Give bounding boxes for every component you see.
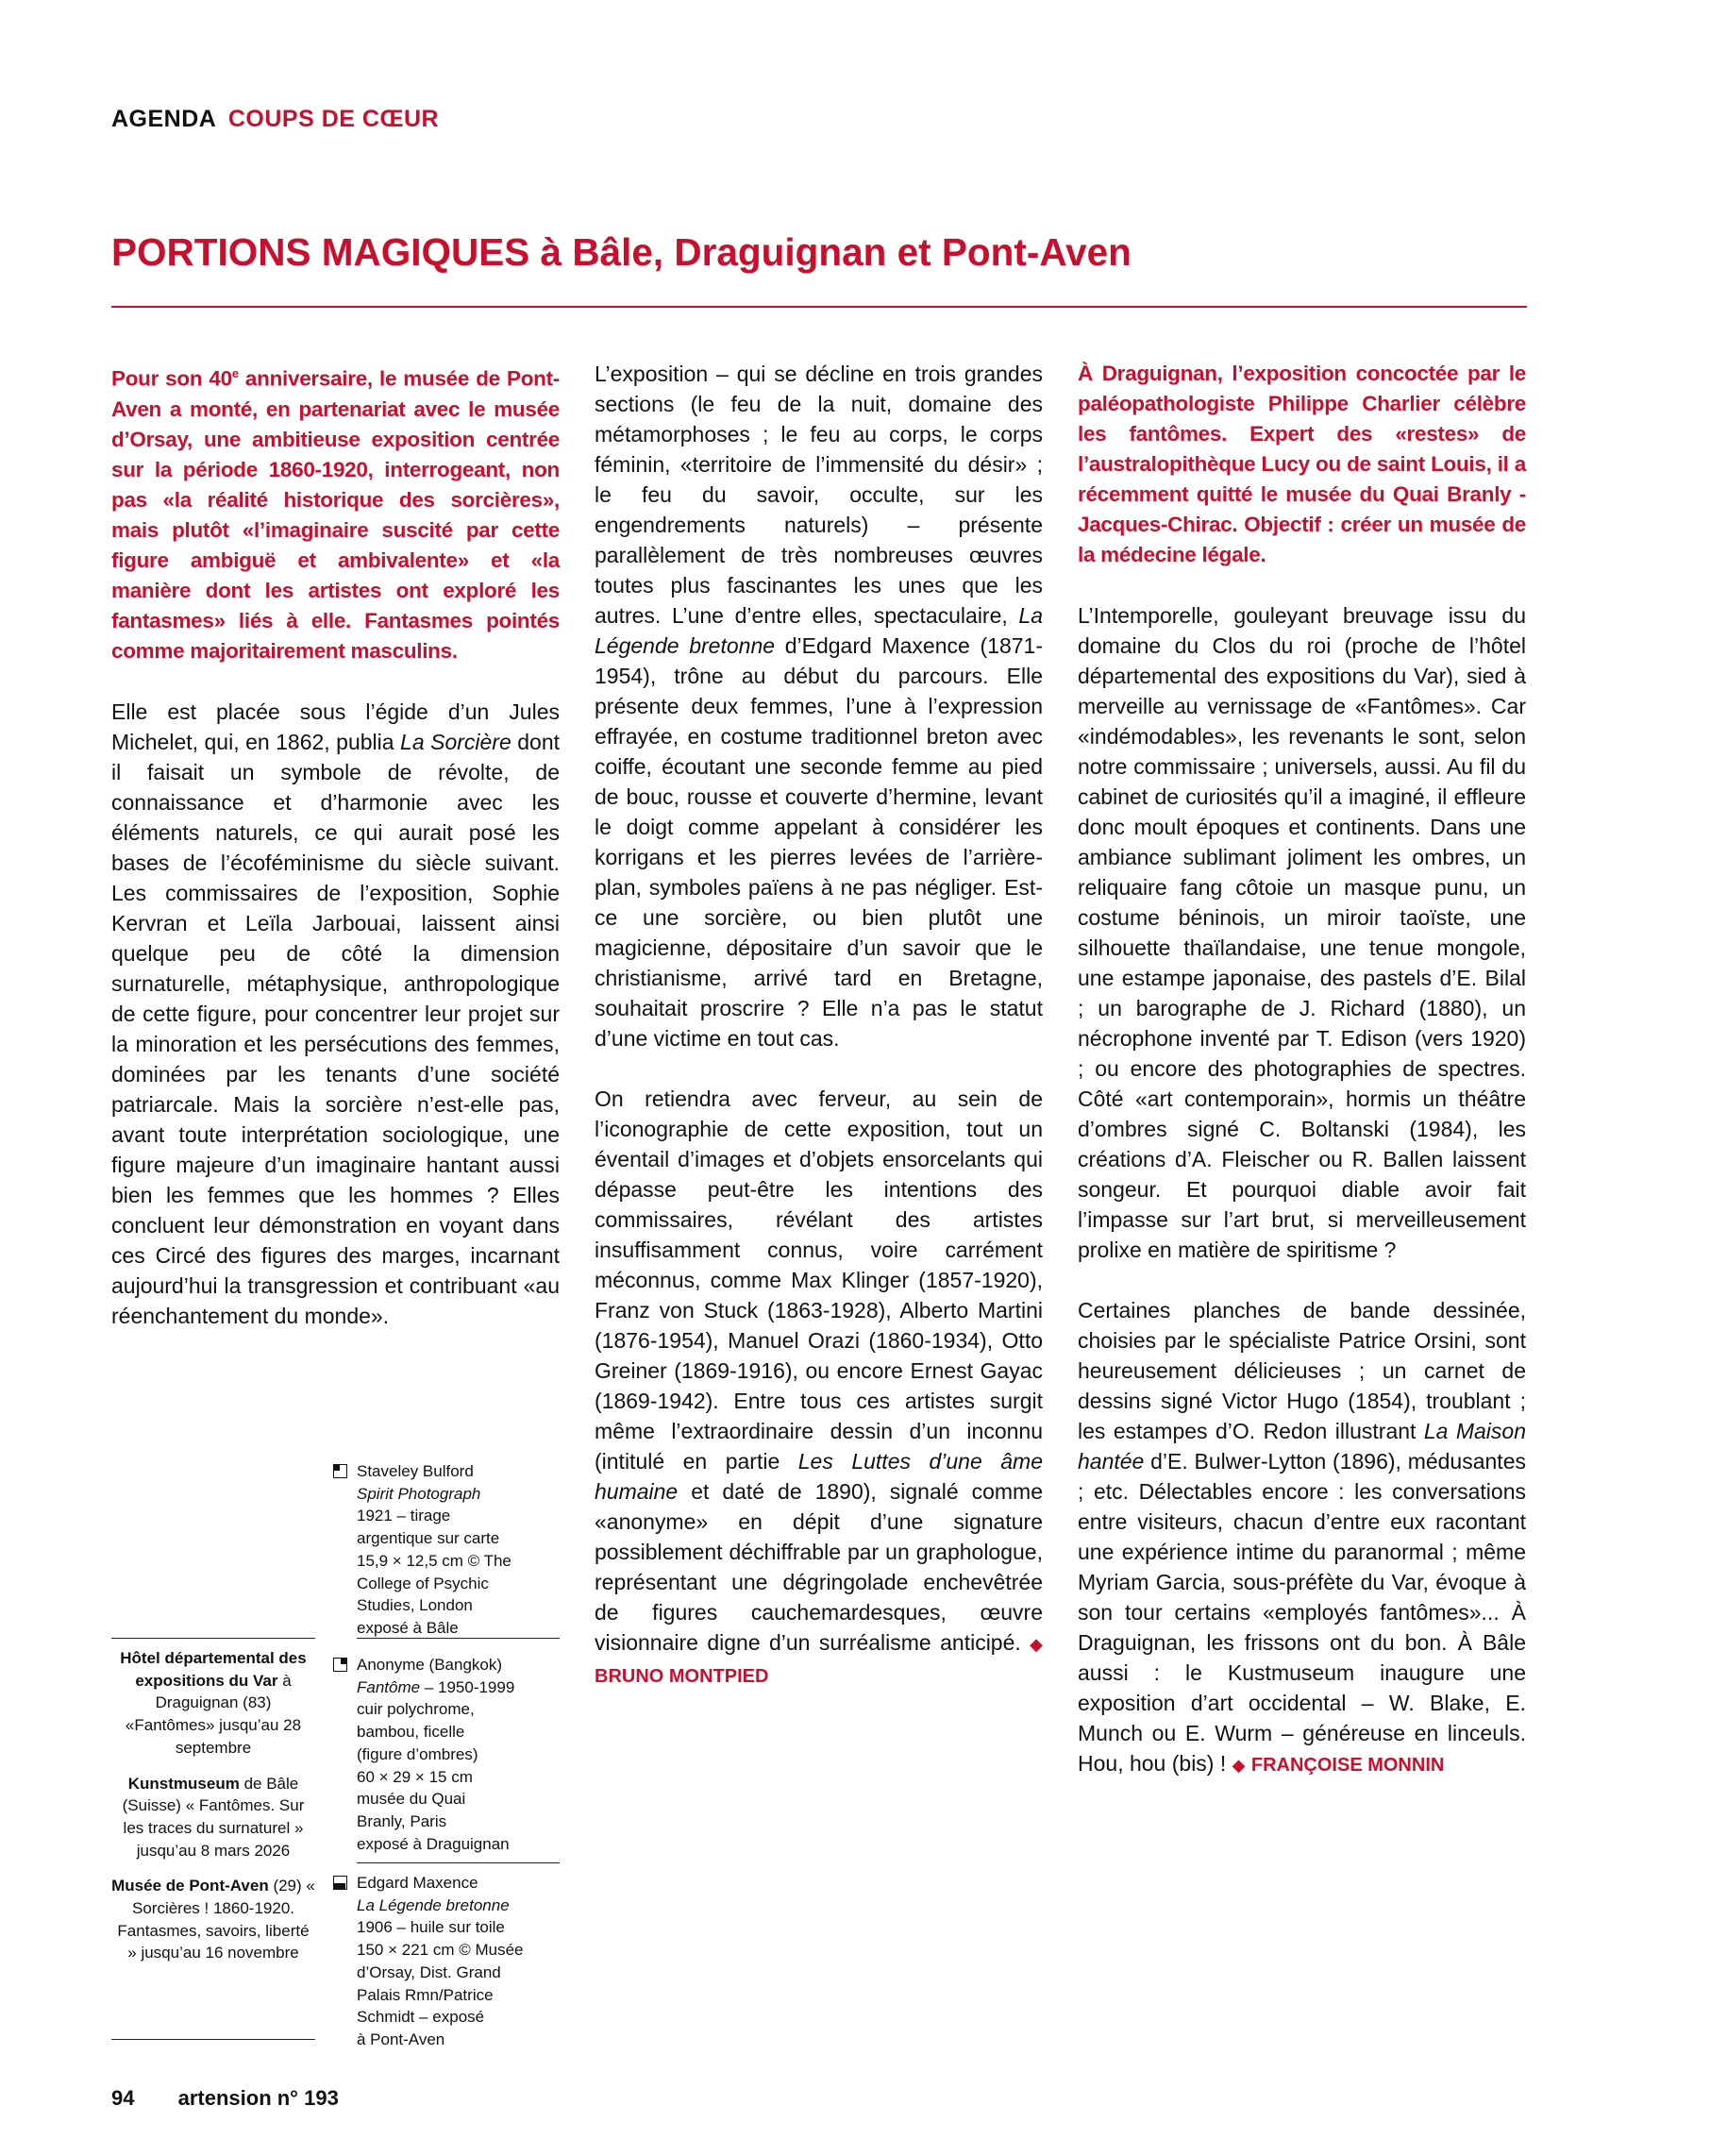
title-divider: [111, 306, 1527, 308]
image-caption: Edgard Maxence La Légende bretonne 1906 – huile sur toile 150 × 221 cm © Musée d’Orsay, Dist. Grand Palais Rmn/Patrice Schmidt – exposé à Pont-Aven: [357, 1872, 560, 2051]
exhibition-info-box: [111, 1647, 315, 1978]
diamond-icon: ◆: [1030, 1635, 1043, 1654]
article-title: PORTIONS MAGIQUES à Bâle, Draguignan et Pont-Aven: [111, 230, 1132, 274]
caption-artist: Anonyme (Bangkok): [357, 1656, 503, 1674]
caption-artist: Staveley Bulford: [357, 1462, 474, 1480]
info-box-bottom-rule: [111, 2039, 315, 2040]
layout-position-icon: [333, 1658, 347, 1672]
page-footer: [111, 2086, 339, 2111]
caption-title: Spirit Photograph: [357, 1484, 481, 1503]
caption-title: La Légende bretonne: [357, 1895, 510, 1914]
author-signature: FRANÇOISE MONNIN: [1250, 1755, 1445, 1776]
italic-title: La Maison hantée: [1078, 1419, 1526, 1474]
layout-position-icon: [333, 1876, 347, 1890]
body-paragraph: Elle est placée sous l’égide d’un Jules Michelet, qui, en 1862, publia La Sorcière dont il faisait un symbole de révolte, de connaissance et d’harmonie avec les éléments naturels, ce qui aurait posé les bases de l’écoféminisme du siècle suivant. Les commissaires de l’exposition, Sophie Kervran et Leïla Jarbouai, laissent ainsi quelque peu de côté la dimension surnaturelle, métaphysique, anthropologique de cette figure, pour concentrer leur projet sur la minoration et les persécutions des femmes, dominées par les tenants d’une société patriarcale. Mais la sorcière n’est-elle pas, avant toute interprétation sociologique, une figure majeure d’un imaginaire hantant aussi bien les femmes que les hommes ? Elles concluent leur démonstration en voyant dans ces Circé des figures des marges, incarnant aujourd’hui la transgression et contribuant «au réenchantement du monde».: [111, 699, 561, 1328]
caption-title: Fantôme: [357, 1677, 421, 1696]
image-caption: Staveley Bulford Spirit Photograph 1921 – tirage argentique sur carte 15,9 × 12,5 cm © The College of Psychic Studies, London exposé à Bâle: [357, 1460, 560, 1640]
caption-divider: [357, 1862, 560, 1863]
venue-name: Hôtel départemental des expositions du Var: [120, 1649, 307, 1690]
page-number: 94: [111, 2086, 135, 2110]
subsection-label: COUPS DE CŒUR: [227, 106, 440, 132]
body-paragraph: L’exposition – qui se décline en trois grandes sections (le feu de la nuit, domaine des métamorphoses ; le feu au corps, le corps féminin, «territoire de l’immensité du désir» ; le feu du savoir, occulte, sur les engendrements naturels) – présente parallèlement de très nombreuses œuvres toutes plus fascinantes les unes que les autres. L’une d’entre elles, spectaculaire, La Légende bretonne d’Edgard Maxence (1871-1954), trône au début du parcours. Elle présente deux femmes, l’une à l’expression effrayée, en costume traditionnel breton avec coiffe, écoutant une seconde femme au pied de bouc, rousse et couverte d’hermine, levant le doigt comme appelant à considérer les korrigans et les pierres levées de l’arrière-plan, symboles païens à ne pas négliger. Est-ce une sorcière, ou bien plutôt une magicienne, dépositaire d’un savoir que le christianisme, arrivé tard en Bretagne, souhaitait proscrire ? Elle n’a pas le statut d’une victime en tout cas.: [595, 362, 1043, 1051]
caption-divider: [357, 1638, 560, 1639]
article-column-3: [1078, 359, 1526, 1811]
lead-paragraph: À Draguignan, l’exposition concoctée par le paléopathologiste Philippe Charlier célèbre les fantômes. Expert des «restes» de l’australopithèque Lucy ou de saint Louis, il a récemment quitté le musée du Quai Branly - Jacques-Chirac. Objectif : créer un musée de la médecine légale.: [1078, 362, 1526, 566]
venue-name: Musée de Pont-Aven: [111, 1877, 269, 1895]
caption-artist: Edgard Maxence: [357, 1874, 478, 1892]
lead-paragraph: Pour son 40e anniversaire, le musée de Pont-Aven a monté, en partenariat avec le musée d’Orsay, une ambitieuse exposition centrée sur la période 1860-1920, interrogeant, non pas «la réalité historique des sorcières», mais plutôt «l’imaginaire suscité par cette figure ambiguë et ambivalente» et «la manière dont les artistes ont exploré les fantasmes» liés à elle. Fantasmes pointés comme majoritairement masculins.: [111, 366, 560, 663]
exhibition-info: Kunstmuseum de Bâle (Suisse) « Fantômes. Sur les traces du surnaturel » jusqu’au 8 mars 2026: [122, 1774, 305, 1860]
magazine-issue: artension n° 193: [177, 2086, 339, 2110]
layout-position-icon: [333, 1464, 347, 1478]
section-kicker: [111, 106, 439, 133]
image-caption: Anonyme (Bangkok) Fantôme – 1950-1999 cuir polychrome, bambou, ficelle (figure d’ombres) 60 × 29 × 15 cm musée du Quai Branly, Paris exposé à Draguignan: [357, 1654, 560, 1855]
body-paragraph: Certaines planches de bande dessinée, choisies par le spécialiste Patrice Orsini, sont heureusement délicieuses ; un carnet de dessins signé Victor Hugo (1854), troublant ; les estampes d’O. Redon illustrant La Maison hantée d’E. Bulwer-Lytton (1896), médusantes ; etc. Délectables encore : les conversations entre visiteurs, chacun d’entre eux racontant une expérience intime du paranormal ; même Myriam Garcia, sous-préfète du Var, évoque à son tour certains «employés fantômes»... À Draguignan, les frissons ont du bon. À Bâle aussi : le Kustmuseum inaugure une exposition d’art occidental – W. Blake, E. Munch ou E. Wurm – généreuse en linceuls. Hou, hou (bis) ! ◆ FRANÇOISE MONNIN: [1078, 1298, 1526, 1776]
article-column-2: [595, 359, 1043, 1722]
italic-title: La Légende bretonne: [595, 603, 1043, 658]
diamond-icon: ◆: [1232, 1756, 1246, 1775]
author-signature: BRUNO MONTPIED: [595, 1666, 769, 1687]
body-paragraph: L’Intemporelle, gouleyant breuvage issu du domaine du Clos du roi (proche de l’hôtel départemental des expositions du Var), sied à merveille au vernissage de «Fantômes». Car «indémodables», les revenants le sont, selon notre commissaire ; universels, aussi. Au fil du cabinet de curiosités qu’il a imaginé, il effleure donc moult époques et continents. Dans une ambiance sublimant joliment les ombres, un reliquaire fang côtoie un masque punu, un costume béninois, un miroir taoïste, une silhouette thaïlandaise, une tenue mongole, une estampe japonaise, des pastels d’E. Bilal ; un barographe de J. Richard (1880), un nécrophone inventé par T. Edison (vers 1920) ; ou encore des photographies de spectres. Côté «art contemporain», hormis un théâtre d’ombres signé C. Boltanski (1984), les créations d’A. Fleischer ou R. Ballen laissent songeur. Et pourquoi diable avoir fait l’impasse sur l’art brut, si merveilleusement prolixe en matière de spiritisme ?: [1078, 603, 1526, 1262]
venue-name: Kunstmuseum: [127, 1774, 240, 1793]
article-column-1: [111, 359, 560, 1361]
body-paragraph: On retiendra avec ferveur, au sein de l’iconographie de cette exposition, tout un éventail d’images et d’objets ensorcelants qui dépasse peut-être les intentions des commissaires, révélant des artistes insuffisamment connus, voire carrément méconnus, comme Max Klinger (1857-1920), Franz von Stuck (1863-1928), Alberto Martini (1876-1954), Manuel Orazi (1860-1934), Otto Greiner (1869-1916), ou encore Ernest Gayac (1869-1942). Entre tous ces artistes surgit même l’extraordinaire dessin d’un inconnu (intitulé en partie Les Luttes d’une âme humaine et daté de 1890), signalé comme «anonyme» en dépit d’une signature possiblement déchiffrable par un graphologue, représentant une dégringolade enchevêtrée de figures cauchemardesques, œuvre visionnaire digne d’un surréalisme anticipé. ◆ BRUNO MONTPIED: [595, 1086, 1043, 1687]
italic-title: Les Luttes d’une âme humaine: [595, 1449, 1043, 1504]
info-box-top-rule: [111, 1638, 315, 1639]
exhibition-info: Hôtel départemental des expositions du Var à Draguignan (83) «Fantômes» jusqu’au 28 septembre: [120, 1649, 307, 1757]
italic-title: La Sorcière: [400, 729, 511, 754]
section-label: AGENDA: [111, 106, 216, 132]
exhibition-info: Musée de Pont-Aven (29) « Sorcières ! 1860-1920. Fantasmes, savoirs, liberté » jusqu’au 16 novembre: [111, 1877, 315, 1962]
